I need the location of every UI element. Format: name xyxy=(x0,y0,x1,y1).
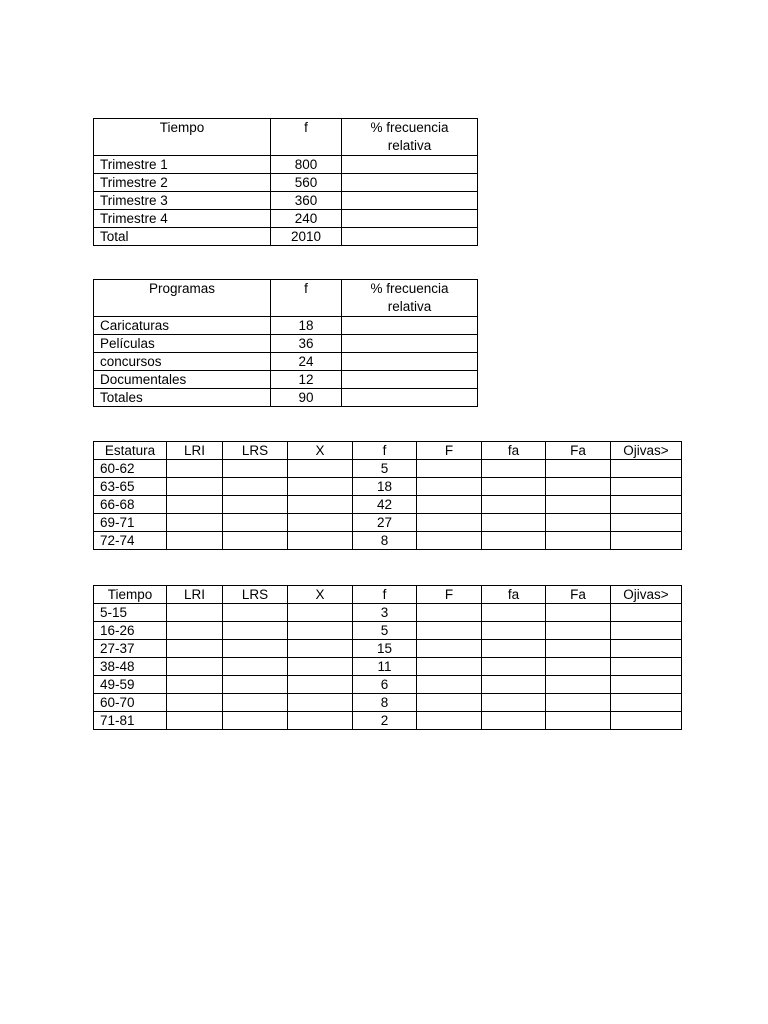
row-label-cell: 38-48 xyxy=(94,658,167,676)
table-cell xyxy=(482,532,546,550)
column-header: f xyxy=(353,586,417,604)
table-cell xyxy=(223,694,288,712)
column-header: F xyxy=(417,586,482,604)
table-cell: 11 xyxy=(353,658,417,676)
table-cell xyxy=(223,676,288,694)
table-cell xyxy=(611,532,682,550)
table-row xyxy=(94,532,682,550)
table-cell xyxy=(546,622,611,640)
table-cell: 360 xyxy=(271,192,342,210)
table-cell xyxy=(342,174,478,192)
row-label-cell: 69-71 xyxy=(94,514,167,532)
table-cell: 5 xyxy=(353,460,417,478)
column-header: fa xyxy=(482,586,546,604)
table-cell xyxy=(417,622,482,640)
table-cell xyxy=(417,460,482,478)
row-label-cell: 16-26 xyxy=(94,622,167,640)
column-header: % frecuencia relativa xyxy=(342,119,478,156)
table-cell xyxy=(342,353,478,371)
row-label-cell: 63-65 xyxy=(94,478,167,496)
column-header: f xyxy=(271,119,342,156)
table-body xyxy=(94,280,478,407)
table-cell xyxy=(223,532,288,550)
column-header: F xyxy=(417,442,482,460)
row-label-cell: 71-81 xyxy=(94,712,167,730)
table-cell xyxy=(611,496,682,514)
table-cell xyxy=(342,371,478,389)
table-cell xyxy=(167,622,223,640)
table-row xyxy=(94,317,478,335)
table-cell xyxy=(223,658,288,676)
table-cell xyxy=(223,460,288,478)
table-cell xyxy=(417,478,482,496)
table-cell xyxy=(417,514,482,532)
table-cell xyxy=(167,658,223,676)
table-row xyxy=(94,353,478,371)
table-cell: 24 xyxy=(271,353,342,371)
table-cell xyxy=(288,478,353,496)
table-cell: 18 xyxy=(271,317,342,335)
column-header: LRS xyxy=(223,442,288,460)
table-cell xyxy=(167,460,223,478)
table-cell xyxy=(546,640,611,658)
table-cell xyxy=(482,640,546,658)
table-row xyxy=(94,156,478,174)
row-label-cell: concursos xyxy=(94,353,271,371)
table-cell xyxy=(223,478,288,496)
table-cell xyxy=(546,496,611,514)
table-row xyxy=(94,478,682,496)
table-cell: 6 xyxy=(353,676,417,694)
table-cell xyxy=(342,317,478,335)
table-row xyxy=(94,460,682,478)
table-cell xyxy=(288,676,353,694)
table-row xyxy=(94,658,682,676)
row-label-cell: Totales xyxy=(94,389,271,407)
table-cell xyxy=(482,496,546,514)
table-cell: 90 xyxy=(271,389,342,407)
table-cell xyxy=(167,640,223,658)
table-cell xyxy=(417,640,482,658)
row-label-cell: Trimestre 3 xyxy=(94,192,271,210)
column-header: Programas xyxy=(94,280,271,317)
table-cell xyxy=(167,478,223,496)
row-label-cell: 60-70 xyxy=(94,694,167,712)
row-label-cell: 60-62 xyxy=(94,460,167,478)
row-label-cell: 66-68 xyxy=(94,496,167,514)
table-cell xyxy=(223,622,288,640)
table-cell xyxy=(223,712,288,730)
table-cell xyxy=(546,532,611,550)
table-row xyxy=(94,496,682,514)
table-cell xyxy=(288,460,353,478)
table-cell xyxy=(611,622,682,640)
table-cell xyxy=(223,640,288,658)
table-cell xyxy=(417,604,482,622)
table-cell xyxy=(342,156,478,174)
column-header: f xyxy=(353,442,417,460)
row-label-cell: 5-15 xyxy=(94,604,167,622)
table-cell xyxy=(482,478,546,496)
table-body xyxy=(94,442,682,550)
table-cell xyxy=(167,532,223,550)
table-cell xyxy=(611,712,682,730)
table-cell xyxy=(546,478,611,496)
column-header: X xyxy=(288,442,353,460)
table-cell xyxy=(288,640,353,658)
table-cell xyxy=(417,532,482,550)
table-body xyxy=(94,586,682,730)
table-cell xyxy=(342,210,478,228)
table-row xyxy=(94,676,682,694)
table-cell xyxy=(167,712,223,730)
table-cell xyxy=(417,496,482,514)
table-cell xyxy=(167,496,223,514)
table-cell xyxy=(546,712,611,730)
table-cell xyxy=(288,532,353,550)
table-cell: 8 xyxy=(353,694,417,712)
table-cell xyxy=(288,658,353,676)
table-cell: 2 xyxy=(353,712,417,730)
table-cell xyxy=(417,676,482,694)
table-row xyxy=(94,228,478,246)
table-cell xyxy=(288,712,353,730)
table-cell xyxy=(546,658,611,676)
table-row xyxy=(94,622,682,640)
table-cell xyxy=(611,658,682,676)
table-cell xyxy=(546,514,611,532)
table-row xyxy=(94,514,682,532)
table-row xyxy=(94,371,478,389)
column-header: Fa xyxy=(546,586,611,604)
table-cell xyxy=(611,460,682,478)
table-cell xyxy=(223,604,288,622)
table-cell xyxy=(546,604,611,622)
table-cell: 240 xyxy=(271,210,342,228)
column-header: Tiempo xyxy=(94,586,167,604)
table-cell: 15 xyxy=(353,640,417,658)
column-header: Tiempo xyxy=(94,119,271,156)
table-body xyxy=(94,119,478,246)
column-header: X xyxy=(288,586,353,604)
row-label-cell: Total xyxy=(94,228,271,246)
table-cell xyxy=(611,514,682,532)
row-label-cell: Películas xyxy=(94,335,271,353)
column-header: f xyxy=(271,280,342,317)
table-cell: 36 xyxy=(271,335,342,353)
table-cell xyxy=(546,676,611,694)
row-label-cell: 72-74 xyxy=(94,532,167,550)
table-row xyxy=(94,335,478,353)
table-cell xyxy=(288,514,353,532)
column-header: fa xyxy=(482,442,546,460)
column-header: Fa xyxy=(546,442,611,460)
table-cell xyxy=(167,694,223,712)
table-cell xyxy=(167,514,223,532)
table-cell xyxy=(546,694,611,712)
table-cell xyxy=(482,694,546,712)
table-cell xyxy=(167,604,223,622)
table-cell xyxy=(223,496,288,514)
table-cell xyxy=(167,676,223,694)
column-header: Estatura xyxy=(94,442,167,460)
column-header: LRI xyxy=(167,442,223,460)
row-label-cell: Trimestre 1 xyxy=(94,156,271,174)
frequency-table-programas xyxy=(93,279,478,407)
column-header: Ojivas> xyxy=(611,442,682,460)
table-cell xyxy=(288,622,353,640)
table-header-row xyxy=(94,442,682,460)
table-cell: 2010 xyxy=(271,228,342,246)
table-cell xyxy=(611,478,682,496)
table-row xyxy=(94,640,682,658)
table-cell xyxy=(482,514,546,532)
table-cell xyxy=(611,640,682,658)
table-cell xyxy=(482,604,546,622)
table-row xyxy=(94,389,478,407)
row-label-cell: Trimestre 4 xyxy=(94,210,271,228)
table-row xyxy=(94,192,478,210)
table-cell xyxy=(482,658,546,676)
table-cell: 5 xyxy=(353,622,417,640)
column-header: Ojivas> xyxy=(611,586,682,604)
table-cell: 27 xyxy=(353,514,417,532)
table-cell xyxy=(342,228,478,246)
row-label-cell: 27-37 xyxy=(94,640,167,658)
table-cell: 560 xyxy=(271,174,342,192)
row-label-cell: 49-59 xyxy=(94,676,167,694)
table-header-row xyxy=(94,280,478,317)
table-cell: 12 xyxy=(271,371,342,389)
table-cell xyxy=(546,460,611,478)
table-cell: 18 xyxy=(353,478,417,496)
table-cell xyxy=(288,496,353,514)
table-cell xyxy=(611,676,682,694)
table-cell: 800 xyxy=(271,156,342,174)
table-cell: 8 xyxy=(353,532,417,550)
table-cell xyxy=(342,389,478,407)
table-cell xyxy=(482,622,546,640)
table-header-row xyxy=(94,119,478,156)
table-cell xyxy=(342,192,478,210)
row-label-cell: Documentales xyxy=(94,371,271,389)
table-cell xyxy=(417,658,482,676)
column-header: LRI xyxy=(167,586,223,604)
table-cell xyxy=(417,712,482,730)
table-cell xyxy=(611,604,682,622)
grouped-frequency-table-tiempo xyxy=(93,585,682,730)
table-cell: 3 xyxy=(353,604,417,622)
column-header: % frecuencia relativa xyxy=(342,280,478,317)
table-cell xyxy=(342,335,478,353)
table-cell: 42 xyxy=(353,496,417,514)
grouped-frequency-table-estatura xyxy=(93,441,682,550)
table-cell xyxy=(417,694,482,712)
table-row xyxy=(94,174,478,192)
table-cell xyxy=(482,460,546,478)
table-cell xyxy=(288,604,353,622)
table-cell xyxy=(482,712,546,730)
frequency-table-tiempo xyxy=(93,118,478,246)
column-header: LRS xyxy=(223,586,288,604)
table-cell xyxy=(482,676,546,694)
table-cell xyxy=(223,514,288,532)
table-cell xyxy=(288,694,353,712)
table-header-row xyxy=(94,586,682,604)
row-label-cell: Caricaturas xyxy=(94,317,271,335)
row-label-cell: Trimestre 2 xyxy=(94,174,271,192)
table-row xyxy=(94,210,478,228)
table-row xyxy=(94,712,682,730)
table-row xyxy=(94,694,682,712)
table-cell xyxy=(611,694,682,712)
table-row xyxy=(94,604,682,622)
